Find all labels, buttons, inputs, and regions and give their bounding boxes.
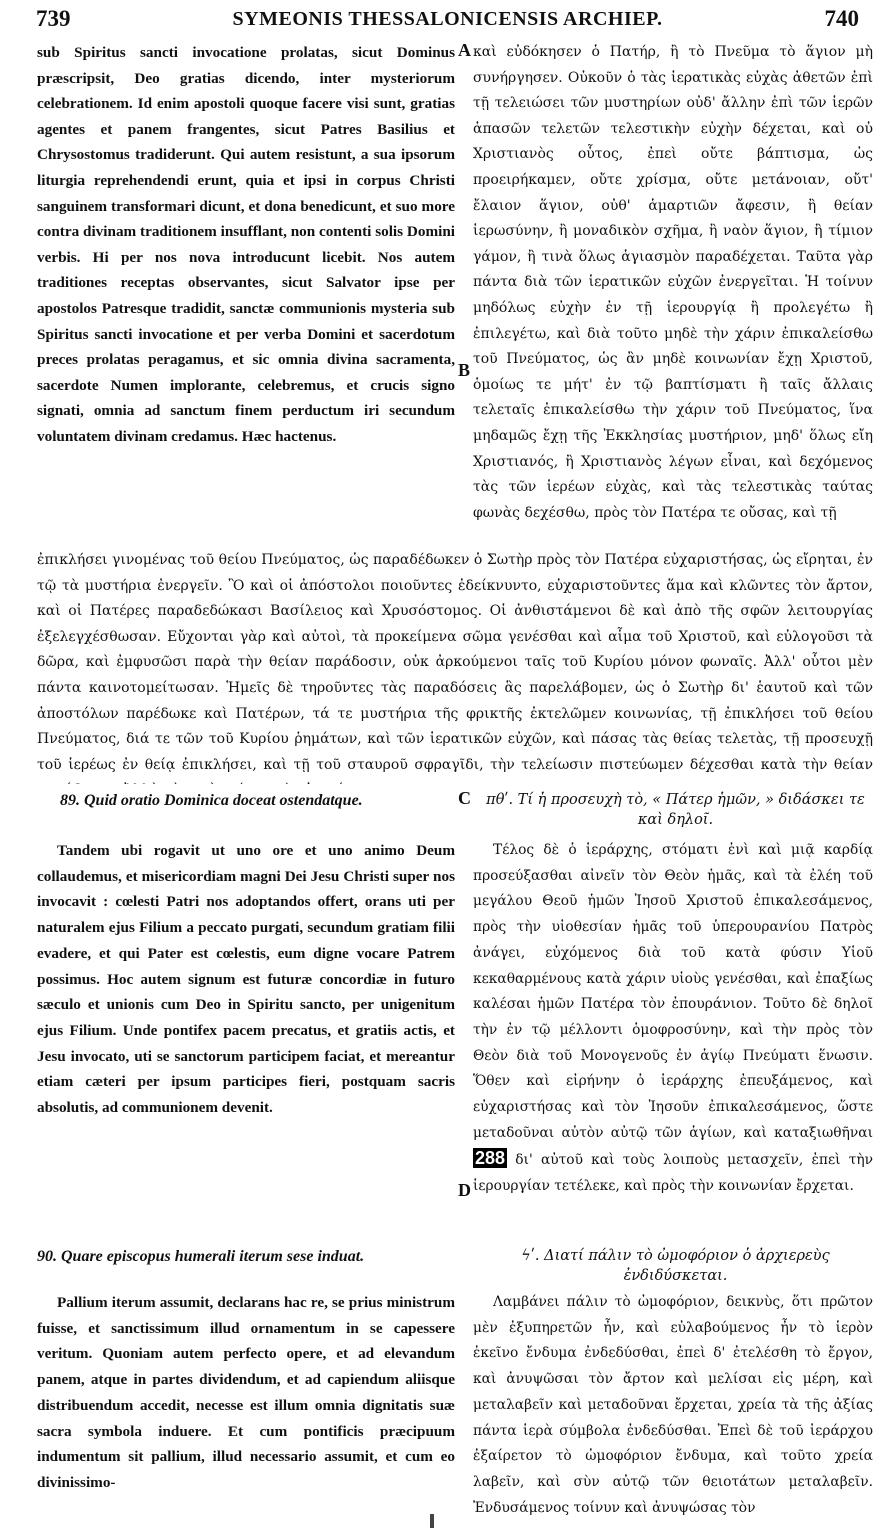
latin-column-top	[37, 40, 455, 550]
sec90-latin-heading: 90. Quare episcopus humerali iterum sese induat.	[37, 1248, 365, 1265]
margin-letter-a: A	[458, 40, 471, 60]
sec89-latin-heading: 89. Quid oratio Dominica doceat ostendatque.	[60, 792, 363, 809]
page-number-left: 739	[36, 6, 71, 31]
greek-paragraph-top-continued: ἐπικλήσει γινομένας τοῦ θείου Πνεύματος, ὡς παραδέδωκεν ὁ Σωτὴρ πρὸς τὸν Πατέρα εὐχαριστήσας, ὡς εἴρηται, ἐν τῷ τὰ μυστήρια ἐνεργεῖν. Ὃ καὶ οἱ ἀπόστολοι ποιοῦντες ἐδείκνυντο, εὐχαριστοῦντες ἅμα καὶ κλῶντες τὸν ἄρτον, καὶ οἱ Πατέρες παραδεδώκασι Βασίλειος καὶ Χρυσόστομος. Οἱ ἀνθιστάμενοι δὲ καὶ ἀπὸ τῆς σφῶν λειτουργίας ἐξελεγχέσθωσαν. Εὔχονται γὰρ καὶ αὐτοὶ, τὰ προκείμενα σῶμα γενέσθαι καὶ αἷμα τοῦ Χριστοῦ, καὶ εὐλογοῦσι τὰ δῶρα, καὶ ἐμφυσῶσι παρὰ τὴν θείαν παράδοσιν, οὐκ ἀρκούμενοι ταῖς τοῦ Κυρίου μόνον φωναῖς. Ἀλλ' οὗτοι μὲν πάντα καινοτομείτωσαν. Ἡμεῖς δὲ τηροῦντες τὰς παραδόσεις ἃς παρελάβομεν, ὡς ὁ Σωτὴρ δι' ἑαυτοῦ καὶ τῶν ἀποστόλων παρέδωκε καὶ Πατέρων, τά τε μυστήρια τῆς φρικτῆς ἐκτελῶμεν κοινωνίας, τῇ ἐπικλήσει τοῦ θείου Πνεύματος, διά τε τῶν τοῦ Κυρίου ῥημάτων, καὶ τῶν ἱερατικῶν εὐχῶν, καὶ πάσας τὰς θείας τελετὰς, τῇ προσευχῇ τοῦ ἱερέως ἐν θείᾳ ἐπικλήσει, καὶ τῇ τοῦ σταυροῦ σφραγῖδι, τὴν τελείωσιν πιστεύωμεν δέχεσθαι κατὰ τὴν θείαν	[37, 552, 873, 773]
greek-paragraph-top-part: καὶ εὐδόκησεν ὁ Πατήρ, ἢ τὸ Πνεῦμα τὸ ἅγιον μὴ συνήργησεν. Οὐκοῦν ὁ τὰς ἱερατικὰς εὐχὰς ἀθετῶν ἐπὶ τῇ τελειώσει τῶν μυστηρίων οὐδ' ἄλλην ἐπὶ τῶν ἱερῶν ἁπασῶν τελετῶν τελεστικὴν εὐχὴν δέχεται, καὶ οὐ Χριστιανὸς οὗτος, ἐπεὶ οὔτε βάπτισμα, ὡς προειρήκαμεν, οὔτε χρίσμα, οὔτε μετάνοιαν, οὔτ' ἔλαιον ἅγιον, οὐθ' ἁμαρτιῶν ἄφεσιν, ἢ θείαν ἱερωσύνην, ἢ μοναδικὸν σχῆμα, ἢ ναὸν ἅγιον, ἢ τίμιον γάμον, ἢ τινὰ ὅλως ἁγιασμὸν παραδέχεται. Ταῦτα γὰρ πάντα διὰ τῶν ἱερατικῶν εὐχῶν ἐνεργεῖται. Ἡ τοίνυν μηδόλως εὐχὴν ἐν τῇ ἱερουργίᾳ ἢ προλεγέτω ἢ ἐπιλεγέτω, καὶ διὰ τοῦτο μηδὲ τὴν χάριν ἐπικαλείσθω τοῦ Πνεύματος, ὡς ἂν μηδὲ κοινωνίαν ἔχῃ Χριστοῦ, ὁμοίως τε μήτ' ἐν τῷ βαπτίσματι ἢ ταῖς ἄλλαις τελεταῖς ἐπικαλείσθω τὴν χάριν τοῦ Πνεύματος, ἵνα μηδαμῶς ἔχῃ τῆς Ἐκκλησίας μυστήριον, μηδ' ὅλως εἴη Χριστιανός, ἢ Χριστιανὸς λέγων εἶναι, καὶ δεχόμενος τὰς τῶν ἱερέων εὐχὰς, καὶ τὰς τελεστικὰς ταύτας φωνὰς δεχέσθω, πρὸς τὸν Πατέρα τε οὔσας, καὶ τῇ	[473, 44, 873, 521]
sec90-latin-body: Pallium iterum assumit, declarans hac re, se prius ministrum fuisse, et sanctissimum illud ornamentum in se capessere veritum. Quoniam autem perfecto opere, et ad elevandum panem, atque in partes dividendum, et ad capiendum aliisque distribuendum accedit, necesse est illum omnia dignitatis suæ sacra symbola induere. Et cum pontificis præcipuum indumentum sit pallium, illud necessario assumit, et cum eo divinissimo-	[37, 1294, 455, 1491]
sec89-greek-text-1: Τέλος δὲ ὁ ἱεράρχης, στόματι ἑνὶ καὶ μιᾷ καρδίᾳ προσεύξασθαι αἰνεῖν τὸν Θεὸν ἡμᾶς, καὶ τὰ ἐλέη τοῦ μεγάλου Θεοῦ ἡμῶν Ἰησοῦ Χριστοῦ ἐπικαλεσάμενος, πρὸς τὴν υἱοθεσίαν ἡμᾶς τοῦ ὑπερουρανίου Πατρὸς ἀνάγει, εὐχόμενος διὰ τοῦ κατὰ φύσιν Υἱοῦ κεκαθαρμένους κατὰ χάριν υἱοὺς γενέσθαι, καὶ ἐπαξίως καλέσαι ἡμῶν Πατέρα τὸν ἐπουράνιον. Τοῦτο δὲ δηλοῖ τὴν ἐν τῷ μέλλοντι ὁμοφροσύνην, καὶ τὴν πρὸς τὸν Θεὸν διὰ τοῦ Μονογενοῦς ἐν ἁγίῳ Πνεύματι ἕνωσιν. Ὅθεν καὶ εἰρήνην ὁ ἱεράρχης ἐπευξάμενος, καὶ εὐχαριστήσας καὶ τὸν Ἰησοῦν ἐπικαλεσάμενος, ὥστε μεταδοῦναι αὐτὸν αὐτῷ τῶν ἁγίων, καὶ καταξιωθῆναι	[473, 842, 873, 1141]
sec89-latin-body: Tandem ubi rogavit ut uno ore et uno animo Deum collaudemus, et misericordiam magni Dei Jesu Christi super nos invocavit : cœlesti Patri nos adoptandos offert, orans uti per naturalem ejus Filium a peccato purgati, secundum gratiam filii evadere, et qui Pater est cœlestis, eum digne vocare Patrem possimus. Hoc autem signum est futuræ concordiæ in futuro sæculo et unionis cum Deo in Spiritu sancto, per unigenitum ejus Filium. Unde pontifex pacem precatus, et gratiis actis, et Jesu invocato, uti se sanctorum participem faciat, et mereantur etiam cæteri per ipsum participes fieri, postquam sacris absolutis, ad communionem devenit.	[37, 842, 455, 1117]
margin-letter-b: B	[458, 360, 471, 380]
margin-letter-d: D	[458, 1180, 471, 1200]
print-mark	[430, 1514, 434, 1528]
sec89-greek-heading: πθʹ. Τί ἡ προσευχὴ τὸ, « Πάτερ ἡμῶν, » διδάσκει τε καὶ δηλοῖ.	[486, 792, 865, 828]
greek-column-top	[473, 40, 873, 550]
inline-page-number: 288	[475, 1148, 506, 1169]
sec90-greek-heading: ϟʹ. Διατί πάλιν τὸ ὠμοφόριον ὁ ἀρχιερεὺς ἐνδιδύσκεται.	[521, 1248, 830, 1284]
margin-letter-c: C	[458, 788, 471, 808]
sec89-greek-body	[473, 838, 873, 1233]
running-title: SYMEONIS THESSALONICENSIS ARCHIEP.	[232, 8, 663, 30]
sec89-greek-text-2: δι' αὐτοῦ καὶ τοὺς λοιποὺς μετασχεῖν, ἐπεὶ τὴν ἱερουργίαν τετέλεκε, καὶ πρὸς τὴν κοινωνίαν ἔρχεται.	[473, 1152, 873, 1195]
latin-paragraph-top: sub Spiritus sancti invocatione prolatas, sicut Dominus præscripsit, Deo gratias dicendo, inter mysteriorum celebrationem. Id enim apostoli quoque facere visi sunt, gratias agentes et panem frangentes, sicut Patres Basilius et Chrysostomus tradiderunt. Qui autem resistunt, a sua ipsorum liturgia reprehendendi erunt, quia et ipsi in corpus Christi sanguinem transformari dicunt, et dona benedicunt, et suo more contra divinam traditionem insufflant, non contenti solis Domini verbis. Hi per nos nova introducunt licebit. Nos autem traditiones receptas observantes, sicut Salvator ipse per apostolos Patresque tradidit, sanctæ communionis mysteria sub Spiritus sancti invocatione et per verba Domini et sacerdotum preces prolatas peragamus, et sic omnia divina sacramenta, sacerdote Numen implorante, celebremus, et crucis signo signati, omnia ad sanctum finem perductum iri secundum voluntatem divinam credamus. Hæc hactenus.	[37, 44, 455, 445]
greek-full-width-block	[37, 548, 873, 784]
page-number-right: 740	[824, 6, 859, 31]
sec90-greek-body: Λαμβάνει πάλιν τὸ ὠμοφόριον, δεικνὺς, ὅτι πρῶτον μὲν ἐξυπηρετῶν ἦν, καὶ εὐλαβούμενος ἦν τὸ ἱερὸν ἐκεῖνο ἔνδυμα ἐνδεδύσθαι, ἐπεὶ δ' ἐτελέσθη τὸ ἔργον, καὶ ἀνυψῶσαι τὸν ἄρτον καὶ μελίσαι εἰς μέρη, καὶ μεταλαβεῖν καὶ μεταδοῦναι ἔρχεται, χρεία τὰ τῆς ἀξίας πάντα ἱερὰ σύμβολα ἐνδεδύσθαι. Ἐπεὶ δὲ τοῦ ἱεράρχου ἐξαίρετον τὸ ὠμοφόριον ἔνδυμα, καὶ τοῦτο χρεία λαβεῖν, καὶ σὺν αὐτῷ τῶν θειοτάτων μεταλαβεῖν. Ἐνδυσάμενος τοίνυν καὶ ἀνυψώσας τὸν	[473, 1294, 873, 1516]
